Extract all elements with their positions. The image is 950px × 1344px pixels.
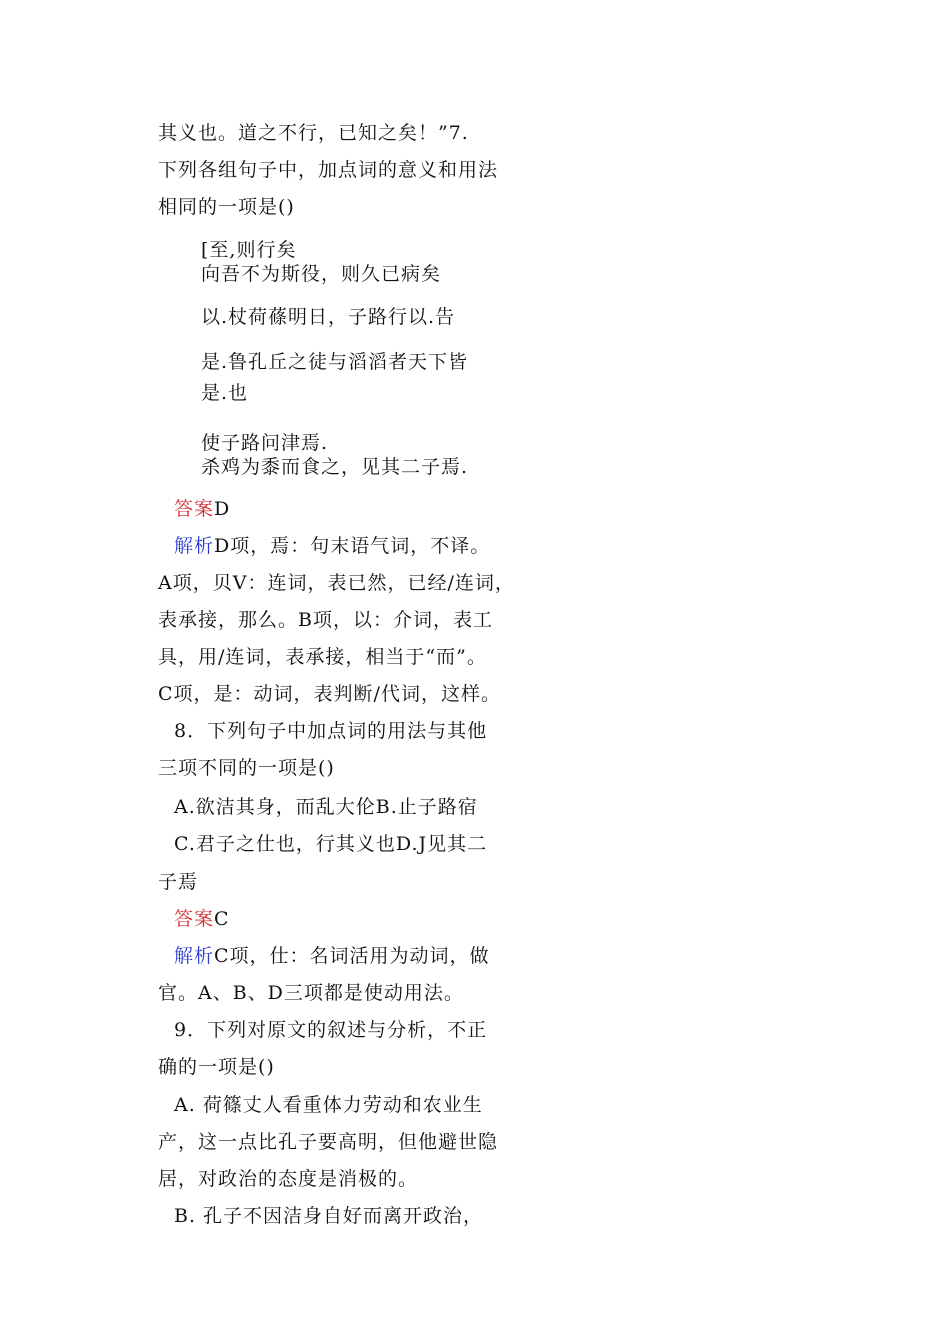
q8-options-line-1: A.欲洁其身，而乱大伦B.止子路宿 [174, 796, 478, 818]
q8-analysis-line-2: 官。A、B、D三项都是使动用法。 [158, 982, 464, 1004]
question-8-stem-line-1: 8．下列句子中加点词的用法与其他 [174, 720, 488, 742]
answer-label: 答案 [174, 908, 215, 930]
q7-analysis-line-5: C项，是：动词，表判断/代词，这样。 [158, 683, 501, 705]
question-8-stem-line-2: 三项不同的一项是() [158, 757, 335, 779]
answer-value: C [214, 908, 230, 930]
intro-line-1: 其义也。道之不行，已知之矣！”7. [158, 122, 469, 144]
question-7-stem-line-1: 下列各组句子中，加点词的意义和用法 [158, 159, 499, 181]
q9-option-a-line-1: A. 荷篠丈人看重体力劳动和农业生 [174, 1094, 483, 1116]
q7-analysis-line-4: 具，用/连词，表承接，相当于“而”。 [158, 646, 487, 668]
q9-option-a-line-3: 居，对政治的态度是消极的。 [158, 1168, 419, 1190]
analysis-text: C项，仕：名词活用为动词，做 [214, 945, 490, 967]
q8-options-line-2: C.君子之仕也，行其义也D.J见其二 [174, 833, 488, 855]
answer-value: D [214, 498, 231, 520]
q7-option-a-line-2: 向吾不为斯役，则久已病矣 [201, 263, 442, 285]
answer-label: 答案 [174, 498, 215, 520]
q7-option-d-line-1: 使子路问津焉. [201, 432, 329, 454]
q8-analysis-line-1 [174, 944, 490, 968]
q7-answer [174, 497, 230, 521]
q7-analysis-line-1 [174, 534, 490, 558]
question-9-stem-line-1: 9．下列对原文的叙述与分析，不正 [174, 1019, 488, 1041]
q7-option-d-line-2: 杀鸡为黍而食之，见其二子焉. [201, 456, 469, 478]
question-7-stem-line-2: 相同的一项是() [158, 196, 295, 218]
analysis-text: D项，焉：句末语气词，不译。 [214, 535, 491, 557]
q9-option-a-line-2: 产，这一点比孔子要高明，但他避世隐 [158, 1131, 499, 1153]
question-9-stem-line-2: 确的一项是() [158, 1056, 275, 1078]
q7-option-b: 以.杖荷蓧明日，子路行以.告 [201, 306, 456, 328]
q7-option-a-line-1: [至,则行矣 [201, 239, 297, 261]
analysis-label: 解析 [174, 535, 215, 557]
q7-analysis-line-2: A项，贝V：连词，表已然，已经/连词， [158, 572, 515, 594]
q9-option-b-line-1: B. 孔子不因洁身自好而离开政治， [174, 1205, 484, 1227]
q7-option-c-line-1: 是.鲁孔丘之徒与滔滔者天下皆 [201, 351, 469, 373]
q8-answer [174, 907, 230, 931]
analysis-label: 解析 [174, 945, 215, 967]
q7-analysis-line-3: 表承接，那么。B项，以：介词，表工 [158, 609, 493, 631]
q8-options-line-3: 子焉 [158, 871, 199, 893]
q7-option-c-line-2: 是.也 [201, 382, 249, 404]
